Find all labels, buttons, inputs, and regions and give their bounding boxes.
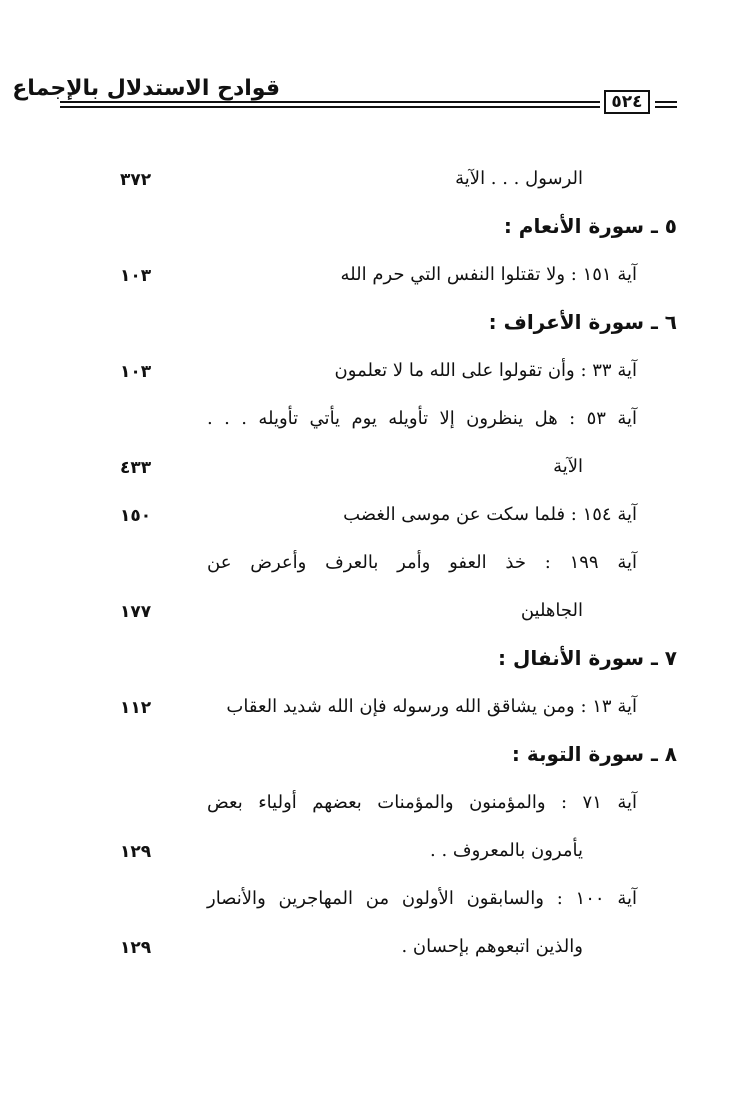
verse-text: آية ٧١ : والمؤمنون والمؤمنات بعضهم أولياء بعض: [207, 792, 637, 813]
verse-text: الآية: [553, 456, 583, 477]
header-rule: [60, 106, 600, 108]
surah-heading: [0, 736, 751, 784]
page-reference: ٤٣٣: [120, 458, 152, 478]
header-rule: [655, 101, 677, 103]
index-entry: [0, 688, 751, 736]
index-entry: [0, 928, 751, 976]
header-rule: [655, 106, 677, 108]
page-reference: ٣٧٢: [120, 170, 152, 190]
verse-text: يأمرون بالمعروف . .: [430, 840, 583, 861]
verse-text: آية ٥٣ : هل ينظرون إلا تأويله يوم يأتي تأويله . . .: [207, 408, 637, 429]
surah-heading: [0, 640, 751, 688]
index-entry: [0, 256, 751, 304]
index-entry: [0, 160, 751, 208]
index-entry: [0, 400, 751, 448]
surah-heading: [0, 208, 751, 256]
verse-text: آية ١٩٩ : خذ العفو وأمر بالعرف وأعرض عن: [207, 552, 637, 573]
index-entry: [0, 592, 751, 640]
index-entries: [0, 160, 751, 976]
page-header: [0, 0, 751, 130]
surah-heading-text: ٦ ـ سورة الأعراف :: [488, 310, 677, 334]
index-entry: [0, 448, 751, 496]
page-reference: ١٧٧: [120, 602, 152, 622]
verse-text: آية ١٣ : ومن يشاقق الله ورسوله فإن الله شديد العقاب: [226, 696, 637, 717]
page-reference: ١٥٠: [120, 506, 152, 526]
page-reference: ١٢٩: [120, 938, 152, 958]
surah-heading-text: ٧ ـ سورة الأنفال :: [498, 646, 677, 670]
page-reference: ١١٢: [120, 698, 152, 718]
surah-heading-text: ٨ ـ سورة التوبة :: [511, 742, 677, 766]
index-entry: [0, 496, 751, 544]
verse-text: آية ١٠٠ : والسابقون الأولون من المهاجرين والأنصار: [207, 888, 637, 909]
header-rule: [60, 101, 600, 103]
index-entry: [0, 880, 751, 928]
page-number: ٥٢٤: [604, 90, 650, 114]
verse-text: آية ١٥٤ : فلما سكت عن موسى الغضب: [343, 504, 637, 525]
index-entry: [0, 832, 751, 880]
index-entry: [0, 352, 751, 400]
verse-text: الرسول . . . الآية: [455, 168, 583, 189]
page-reference: ١٢٩: [120, 842, 152, 862]
surah-heading-text: ٥ ـ سورة الأنعام :: [503, 214, 677, 238]
verse-text: آية ١٥١ : ولا تقتلوا النفس التي حرم الله: [340, 264, 637, 285]
page-reference: ١٠٣: [120, 266, 152, 286]
verse-text: والذين اتبعوهم بإحسان .: [401, 936, 583, 957]
index-entry: [0, 544, 751, 592]
verse-text: الجاهلين: [520, 600, 583, 621]
surah-heading: [0, 304, 751, 352]
page-reference: ١٠٣: [120, 362, 152, 382]
book-title: قوادح الاستدلال بالإجماع: [12, 76, 280, 101]
index-entry: [0, 784, 751, 832]
verse-text: آية ٣٣ : وأن تقولوا على الله ما لا تعلمون: [334, 360, 637, 381]
